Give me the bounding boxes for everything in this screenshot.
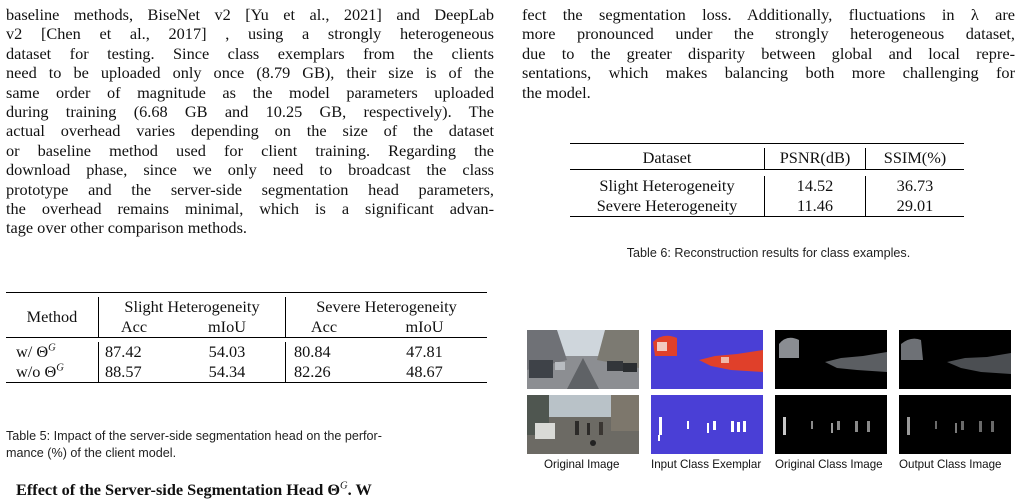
output-class-mask-image [899, 330, 1011, 389]
original-class-image-tile [775, 330, 887, 389]
original-image-tile [527, 330, 639, 389]
table5-header-severe: Severe Heterogeneity [286, 297, 488, 317]
table5-cell: 80.84 [286, 342, 363, 362]
text-line: due to the greater disparity between global and local repre- [522, 43, 1015, 63]
left-paragraph [6, 5, 494, 238]
text-line: more pronounced under the strongly heterogeneous dataset, [522, 24, 1015, 44]
table-row [570, 196, 964, 217]
original-image-tile [527, 395, 639, 454]
table-row [6, 362, 487, 383]
text-line: or baseline method used for client training. Regarding the [6, 140, 494, 160]
street-scene-image [527, 330, 639, 389]
table-6 [570, 143, 964, 219]
table5-cell: 48.67 [406, 362, 443, 381]
table6-cell: 11.46 [765, 196, 866, 217]
text-line: download phase, since we only need to broadcast the class [6, 160, 494, 180]
original-class-image-tile [775, 395, 887, 454]
text-line: same order of magnitude as the model parameters uploaded [6, 82, 494, 102]
table5-sub-miou: mIoU [405, 317, 444, 336]
text-line: the overhead remains minimal, which is a significant advan- [6, 199, 494, 219]
table6-cell: Severe Heterogeneity [596, 195, 738, 215]
text-line: during training (6.68 GB and 10.25 GB, respectively). The [6, 102, 494, 122]
caption-line: Table 5: Impact of the server-side segmentation head on the perfor- [6, 429, 382, 443]
table5-cell: 88.57 [99, 362, 170, 383]
table5-method-cell: w/ $\Theta^G$ [16, 342, 56, 361]
table6-header: Dataset [642, 148, 692, 168]
text-line: the model. [522, 82, 591, 102]
table5-cell: 82.26 [286, 362, 363, 383]
table-row [6, 342, 487, 362]
text-line: need to be uploaded only once (8.79 GB), their size is of the [6, 63, 494, 83]
text-line: tage over other comparison methods. [6, 218, 247, 238]
section-heading-text: Effect of the Server-side Segmentation Head Θ [16, 480, 341, 499]
text-line: baseline methods, BiseNet v2 [Yu et al., 2021] and DeepLab [6, 5, 494, 24]
text-line: v2 [Chen et al., 2017] , using a strongly heterogeneous [6, 24, 494, 44]
section-heading-tail: . W [347, 480, 372, 499]
table5-cell: 54.34 [208, 362, 246, 381]
text-line: sentations, which makes balancing both more challenging for [522, 63, 1015, 83]
figure-label: Original Image [544, 458, 620, 471]
figure-label: Original Class Image [775, 458, 883, 471]
text-line: actual overhead varies depending on the size of the dataset [6, 121, 494, 141]
table5-sub-acc: Acc [99, 317, 170, 338]
class-exemplar-image [651, 330, 763, 389]
table6-header: PSNR(dB) [765, 148, 866, 169]
table6-cell: 36.73 [866, 176, 965, 196]
table5-cell: 87.42 [99, 342, 170, 362]
figure-label: Output Class Image [899, 458, 1002, 471]
original-class-mask-image [775, 395, 887, 454]
input-class-exemplar-tile [651, 395, 763, 454]
table5-sub-miou: mIoU [208, 317, 246, 336]
table6-caption: Table 6: Reconstruction results for class examples. [626, 246, 911, 260]
right-column [522, 0, 1015, 260]
figure-label: Input Class Exemplar [651, 458, 762, 471]
right-paragraph [522, 5, 1015, 102]
output-class-image-tile [899, 395, 1011, 454]
table-5 [6, 292, 487, 385]
table6-cell: 29.01 [866, 196, 965, 217]
table-row [570, 176, 964, 196]
class-exemplar-image [651, 395, 763, 454]
output-class-mask-image [899, 395, 1011, 454]
table5-caption [6, 428, 494, 462]
original-class-mask-image [775, 330, 887, 389]
table6-cell: Slight Heterogeneity [599, 175, 735, 195]
table6-header: SSIM(%) [866, 148, 965, 169]
text-line: dataset for testing. Since class exemplars from the clients [6, 43, 494, 63]
section-heading-sup: G [340, 480, 348, 492]
text-line: fect the segmentation loss. Additionally, fluctuations in λ are [522, 5, 1015, 24]
street-scene-image [527, 395, 639, 454]
table5-sub-acc: Acc [286, 317, 363, 338]
caption-line: mance (%) of the client model. [6, 446, 177, 460]
table5-cell: 54.03 [208, 342, 246, 361]
input-class-exemplar-tile [651, 330, 763, 389]
table5-header-slight: Slight Heterogeneity [99, 297, 286, 317]
section-heading [16, 480, 372, 500]
table6-cell: 14.52 [765, 176, 866, 196]
table5-header-method: Method [26, 307, 78, 326]
text-line: prototype and the server-side segmentation head parameters, [6, 179, 494, 199]
table5-method-cell: w/o $\Theta^G$ [16, 362, 64, 381]
table5-cell: 47.81 [406, 342, 443, 361]
output-class-image-tile [899, 330, 1011, 389]
